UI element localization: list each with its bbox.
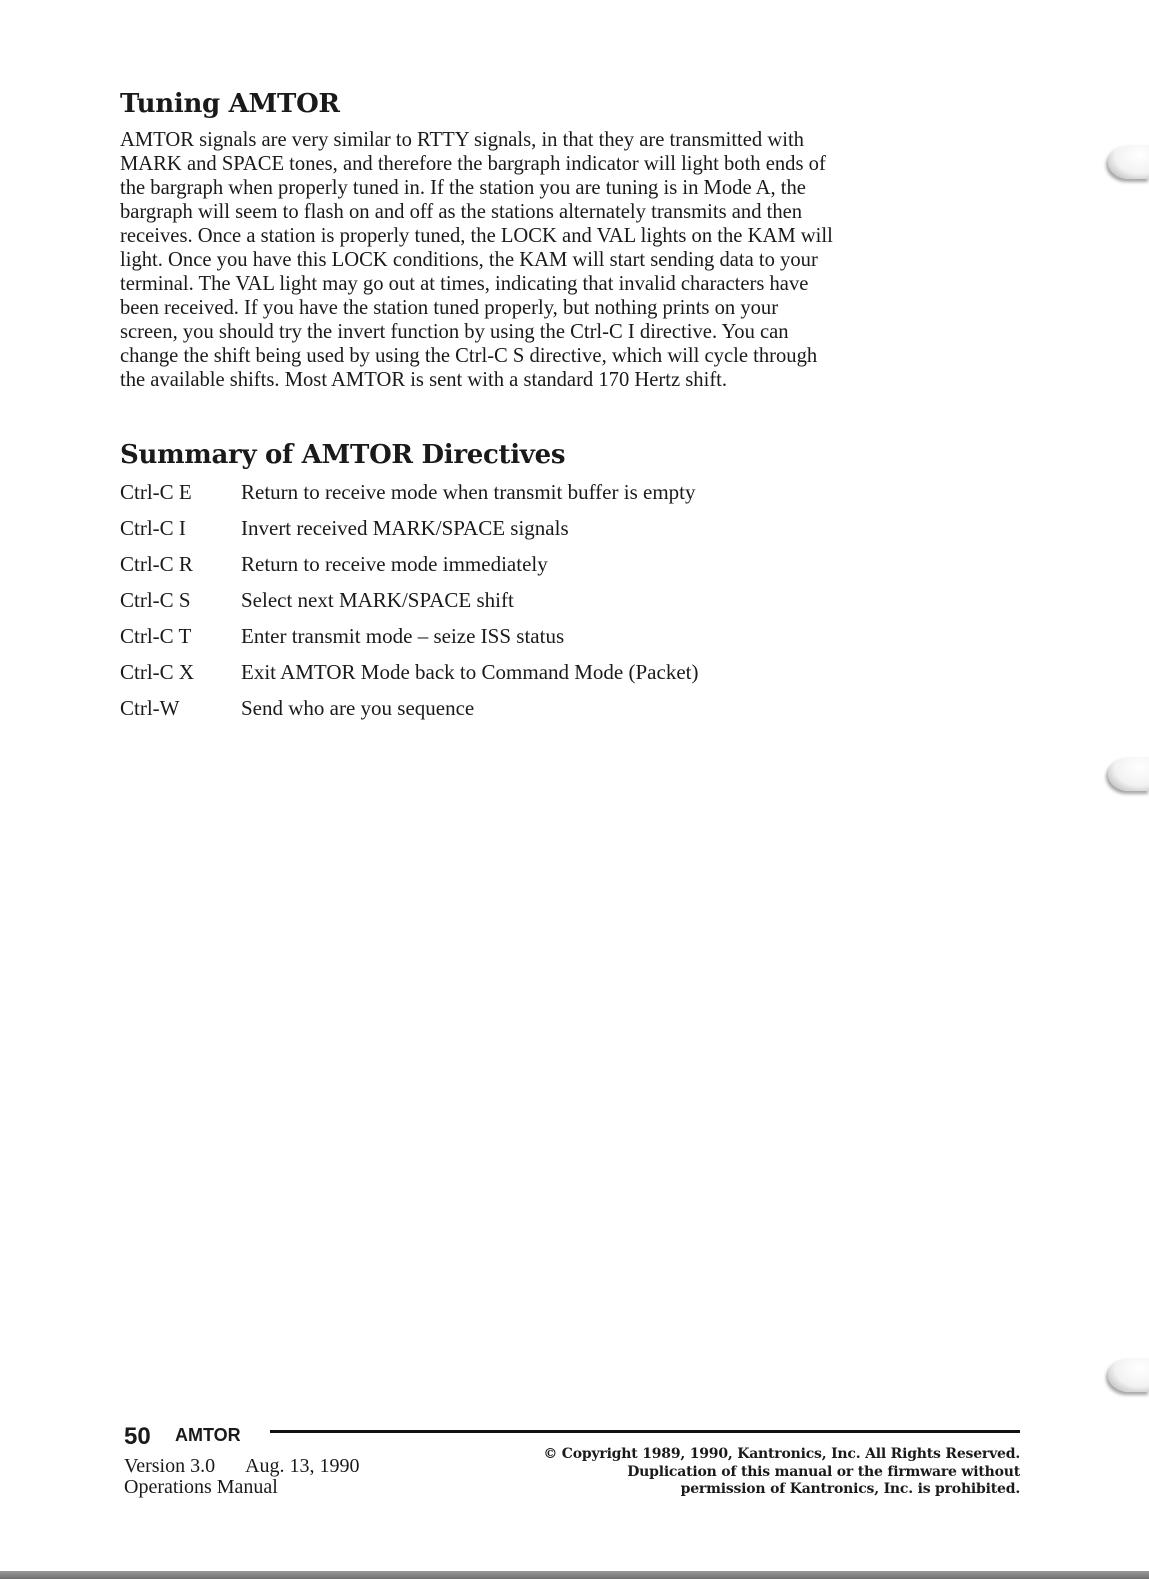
binder-hole-icon <box>1108 757 1149 791</box>
footer-manual: Operations Manual <box>124 1476 278 1498</box>
directive-key: Ctrl-C X <box>120 660 195 684</box>
directive-row <box>120 586 920 622</box>
footer-rule <box>270 1430 1020 1433</box>
paragraph-line: screen, you should try the invert function by using the Ctrl-C I directive. You can <box>120 321 789 343</box>
binder-hole-icon <box>1108 145 1149 179</box>
summary-heading: Summary of AMTOR Directives <box>120 440 566 470</box>
directive-description: Select next MARK/SPACE shift <box>241 588 514 612</box>
directive-description: Send who are you sequence <box>241 696 475 720</box>
directive-row <box>120 478 920 514</box>
directive-key: Ctrl-C I <box>120 516 186 540</box>
paragraph-line: AMTOR signals are very similar to RTTY signals, in that they are transmitted with <box>120 129 804 151</box>
footer-version-row <box>124 1456 360 1477</box>
tuning-paragraph <box>120 128 1000 392</box>
footer-version-block <box>124 1456 360 1498</box>
directive-row <box>120 622 920 658</box>
directive-key: Ctrl-W <box>120 696 180 720</box>
footer-version: Version 3.0 <box>124 1455 216 1477</box>
footer-copyright <box>543 1446 1020 1499</box>
paragraph-line: terminal. The VAL light may go out at times, indicating that invalid characters have <box>120 273 809 295</box>
paragraph-line: the available shifts. Most AMTOR is sent with a standard 170 Hertz shift. <box>120 369 728 391</box>
directives-list <box>120 478 920 730</box>
directive-row <box>120 694 920 730</box>
directive-description: Exit AMTOR Mode back to Command Mode (Packet) <box>241 660 699 684</box>
paragraph-line: receives. Once a station is properly tuned, the LOCK and VAL lights on the KAM will <box>120 225 833 247</box>
directive-key: Ctrl-C R <box>120 552 193 576</box>
directive-row <box>120 550 920 586</box>
copyright-line: permission of Kantronics, Inc. is prohibited. <box>680 1481 1020 1497</box>
directive-description: Return to receive mode immediately <box>241 552 548 576</box>
tuning-heading: Tuning AMTOR <box>120 89 340 119</box>
directive-key: Ctrl-C S <box>120 588 191 612</box>
paragraph-line: the bargraph when properly tuned in. If the station you are tuning is in Mode A, the <box>120 177 806 199</box>
page-number: 50 <box>124 1423 151 1450</box>
copyright-line: © Copyright 1989, 1990, Kantronics, Inc. All Rights Reserved. <box>543 1446 1020 1462</box>
directive-row <box>120 514 920 550</box>
scan-edge <box>0 1571 1149 1579</box>
binder-hole-icon <box>1108 1358 1149 1392</box>
paragraph-line: MARK and SPACE tones, and therefore the bargraph indicator will light both ends of <box>120 153 826 175</box>
footer-section-title: AMTOR <box>175 1425 241 1445</box>
directive-row <box>120 658 920 694</box>
directive-key: Ctrl-C E <box>120 480 192 504</box>
directive-description: Invert received MARK/SPACE signals <box>241 516 569 540</box>
paragraph-line: bargraph will seem to flash on and off as the stations alternately transmits and then <box>120 201 803 223</box>
copyright-line: Duplication of this manual or the firmware without <box>627 1463 1020 1480</box>
paragraph-line: been received. If you have the station tuned properly, but nothing prints on your <box>120 297 779 319</box>
directive-description: Enter transmit mode – seize ISS status <box>241 624 565 648</box>
footer-date: Aug. 13, 1990 <box>245 1455 360 1477</box>
directive-key: Ctrl-C T <box>120 624 192 648</box>
directive-description: Return to receive mode when transmit buffer is empty <box>241 480 696 504</box>
paragraph-line: change the shift being used by using the Ctrl-C S directive, which will cycle through <box>120 345 818 367</box>
paragraph-line: light. Once you have this LOCK conditions, the KAM will start sending data to your <box>120 249 818 271</box>
